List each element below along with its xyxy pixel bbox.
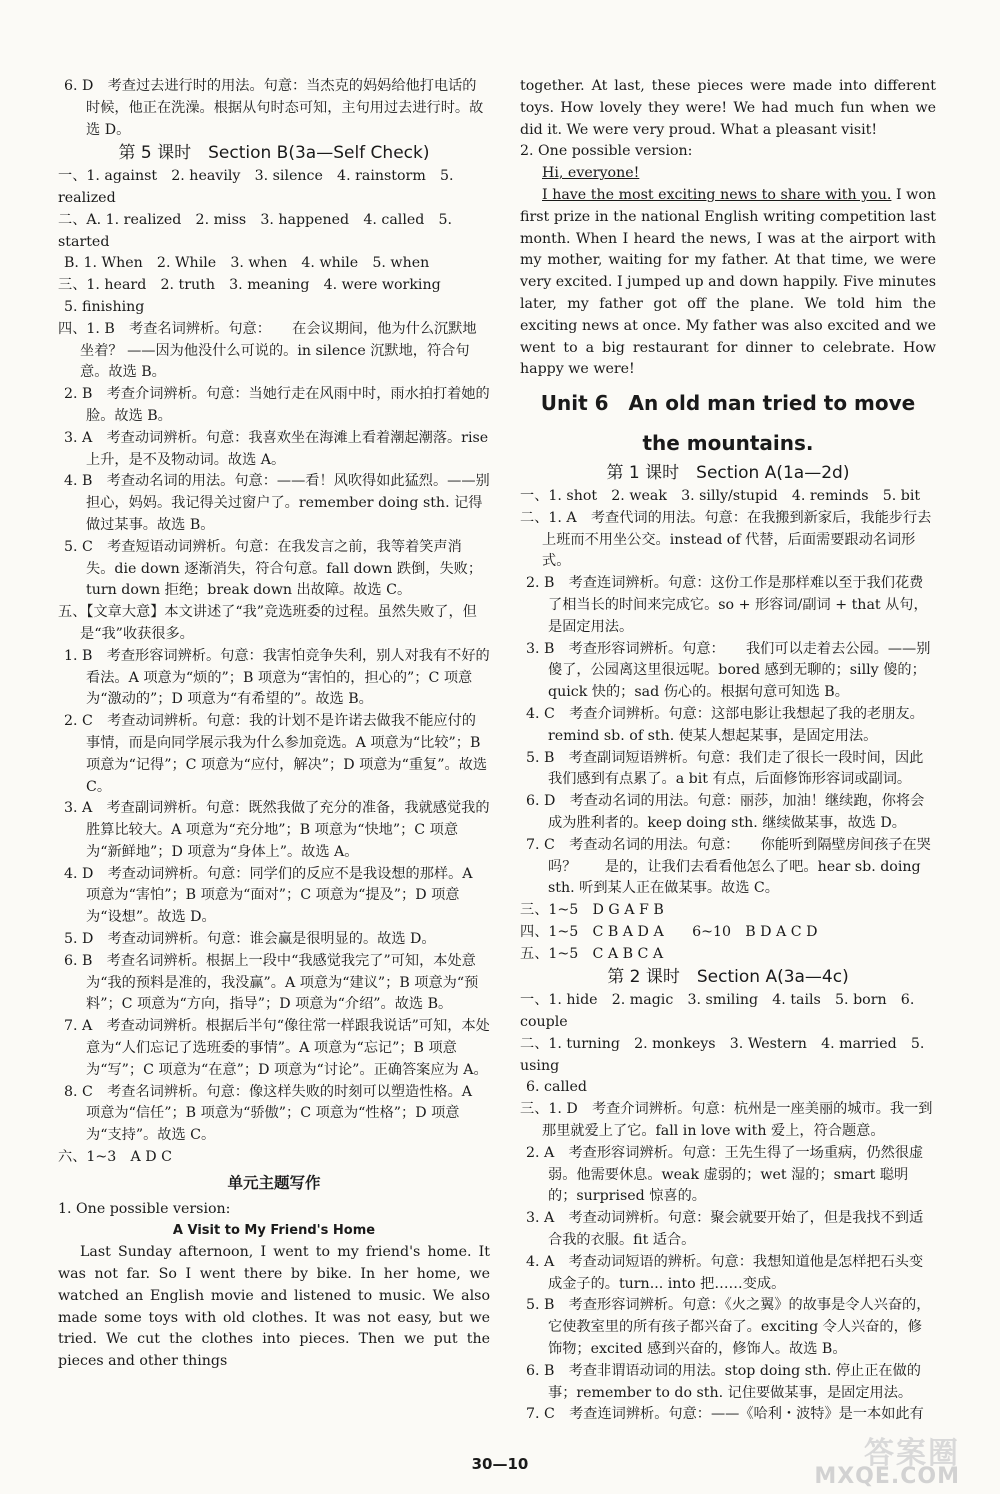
- answer-item: 3. A 考查动词辨析。句意：聚会就要开始了，但是我找不到适合我的衣服。fit 适合。: [526, 1210, 924, 1249]
- answer-line: 四、1~5 C B A D A 6~10 B D A C D: [520, 923, 818, 940]
- answer-item: B. 1. When 2. While 3. when 4. while 5. when: [64, 255, 430, 272]
- unit-title: the mountains.: [642, 431, 814, 456]
- answer-item: 2. B 考查连词辨析。句意：这份工作是那样难以至于我们花费了相当长的时间来完成它。so + 形容词/副词 + that 从句，是固定用法。: [526, 575, 928, 635]
- section-heading: 第 2 课时 Section A(3a—4c): [607, 967, 849, 988]
- answer-item: 4. A 考查动词短语的辨析。句意：我想知道他是怎样把石头变成金子的。turn... into 把……变成。: [526, 1253, 924, 1292]
- answer-item: 1. B 考查形容词辨析。句意：我害怕竞争失利，别人对我有不好的看法。A 项意为“烦的”；B 项意为“害怕的，担心的”；C 项意为“激动的”；D 项意为“有希望的”。故选 B。: [64, 647, 490, 708]
- underlined-text: Hi, everyone!: [542, 165, 640, 182]
- underlined-text: I have the most exciting news to share with you.: [542, 186, 892, 203]
- answer-item: 4. B 考查动名词的用法。句意：——看！风吹得如此猛烈。——别担心，妈妈。我记得关过窗户了。remember doing sth. 记得做过某事。故选 B。: [64, 473, 490, 533]
- answer-item: 6. D 考查过去进行时的用法。句意：当杰克的妈妈给他打电话的时候，他正在洗澡。根据从句时态可知，主句用过去进行时。故选 D。: [64, 78, 484, 138]
- answer-item: 2. B 考查介词辨析。句意：当她行走在风雨中时，雨水拍打着她的脸。故选 B。: [64, 386, 490, 424]
- answer-item: 五、【文章大意】本文讲述了“我”竞选班委的过程。虽然失败了，但是“我”收获很多。: [58, 604, 477, 642]
- section-heading: 第 1 课时 Section A(1a—2d): [606, 463, 850, 484]
- answer-item: 2. C 考查动词辨析。句意：我的计划不是许诺去做我不能应付的事情，而是向同学展示我为什么参加竞选。A 项意为“比较”；B 项意为“记得”；C 项意为“应付，解决”；D 项意为“重复”。故选 C。: [64, 713, 488, 795]
- answer-item: 6. B 考查名词辨析。根据上一段中“我感觉我完了”可知，本处意为“我的预料是准的，我没赢”。A 项意为“建议”；B 项意为“预料”；C 项意为“方向，指导”；D 项意为“介绍”。故选 B。: [64, 952, 479, 1013]
- unit-title: Unit 6 An old man tried to move: [540, 391, 916, 416]
- answer-item: 5. B 考查形容词辨析。句意：《火之翼》的故事是令人兴奋的，它使教室里的所有孩子都兴奋了。exciting 令人兴奋的，修饰物；excited 感到兴奋的，修饰人。故选 B。: [526, 1297, 931, 1358]
- section-heading: 单元主题写作: [227, 1173, 321, 1192]
- answer-line: 六、1~3 A D C: [58, 1149, 172, 1166]
- answer-item: 四、1. B 考查名词辨析。句意： 在会议期间，他为什么沉默地坐着？ ——因为他没什么可说的。in silence 沉默地，符合句意。故选 B。: [58, 320, 477, 381]
- answer-item: 3. B 考查形容词辨析。句意： 我们可以走着去公园。——别傻了，公园离这里很远呢。bored 感到无聊的；silly 傻的；quick 快的；sad 伤心的。根据句意可知选 B。: [526, 640, 931, 701]
- answer-item: 7. A 考查动词辨析。根据后半句“像往常一样跟我说话”可知，本处意为“人们忘记了选班委的事情”。A 项意为“忘记”；B 项意为“写”；C 项意为“在意”；D 项意为“讨论”。正确答案应为 A。: [64, 1018, 490, 1078]
- answer-line: 二、1. turning 2. monkeys 3. Western 4. married 5. using: [520, 1035, 925, 1074]
- answer-line: 三、1~5 D G A F B: [520, 902, 664, 919]
- answer-item: 5. C 考查短语动词辨析。句意：在我发言之前，我等着笑声消失。die down 逐渐消失，符合句意。fall down 跌倒，失败；turn down 拒绝；break down 出故障。故选 C。: [64, 538, 483, 599]
- watermark-logo-text: 答案圈: [864, 1436, 960, 1471]
- answer-item: 7. C 考查动名词的用法。句意： 你能听到隔壁房间孩子在哭吗？ 是的，让我们去看看他怎么了吧。hear sb. doing sth. 听到某人正在做某事。故选 C。: [526, 836, 931, 897]
- watermark-site-text: MXQE.COM: [814, 1464, 960, 1489]
- answer-line: 一、1. hide 2. magic 3. smiling 4. tails 5. born 6. couple: [520, 992, 915, 1031]
- answer-item: 4. C 考查介词辨析。句意：这部电影让我想起了我的老朋友。remind sb. of sth. 使某人想起某事，是固定用法。: [526, 705, 924, 744]
- answer-item: 5. D 考查动词辨析。句意：谁会赢是很明显的。故选 D。: [64, 931, 436, 948]
- answer-item: 5. finishing: [64, 298, 145, 315]
- essay-paragraph: together. At last, these pieces were made into different toys. How lovely they were! We had much fun when we did it. We were very proud. What a pleasant visit!: [520, 78, 936, 138]
- answer-item: 6. D 考查动名词的用法。句意：丽莎，加油！继续跑，你将会成为胜利者的。keep doing sth. 继续做某事，故选 D。: [526, 793, 925, 831]
- answer-line: 三、1. heard 2. truth 3. meaning 4. were working: [58, 277, 441, 294]
- left-column: [58, 76, 490, 1373]
- answer-item: 2. A 考查形容词辨析。句意：王先生得了一场重病，仍然很虚弱。他需要休息。weak 虚弱的；wet 湿的；smart 聪明的；surprised 惊喜的。: [526, 1144, 924, 1205]
- answer-item: 7. C 考查连词辨析。句意：——《哈利・波特》是一本如此有: [526, 1406, 924, 1423]
- answer-item: 二、1. A 考查代词的用法。句意：在我搬到新家后，我能步行去上班而不用坐公交。instead of 代替，后面需要跟动名词形式。: [520, 509, 932, 570]
- answer-item: 5. B 考查副词短语辨析。句意：我们走了很长一段时间，因此我们感到有点累了。a bit 有点，后面修饰形容词或副词。: [526, 749, 924, 788]
- watermark-logo: [770, 1428, 960, 1490]
- answer-line: 五、1~5 C A B C A: [520, 945, 664, 962]
- answer-line: 2. One possible version:: [520, 143, 693, 160]
- essay-title: A Visit to My Friend's Home: [172, 1223, 376, 1239]
- essay-greeting: [520, 163, 936, 185]
- essay-paragraph: Last Sunday afternoon, I went to my friend's home. It was not far. So I went there by bike. In her home, we watched an English movie and listened to music. We also made some toys with old clothes. It was not easy, but we tried. We cut the clothes into pieces. Then we put the pieces and other things: [58, 1244, 490, 1370]
- essay-text: I won first prize in the national English writing competition last month. When I heard the news, I was at the airport with my mother, waiting for my father. At that time, we were very excited. I jumped up and down happily. Five minutes later, my father got off the plane. We told him the exciting news at once. My father was also excited and we went to a big restaurant for dinner to celebrate. How happy we were!: [520, 186, 937, 378]
- answer-item: 8. C 考查名词辨析。句意：像这样失败的时刻可以塑造性格。A 项意为“信任”；B 项意为“骄傲”；C 项意为“性格”；D 项意为“支持”。故选 C。: [64, 1083, 473, 1144]
- answer-line: 1. One possible version:: [58, 1200, 231, 1217]
- answer-item: 6. B 考查非谓语动词的用法。stop doing sth. 停止正在做的事；remember to do sth. 记住要做某事，是固定用法。: [526, 1362, 921, 1401]
- answer-line: 二、A. 1. realized 2. miss 3. happened 4. called 5. started: [58, 211, 453, 250]
- answer-item: 3. A 考查动词辨析。句意：我喜欢坐在海滩上看着潮起潮落。rise 上升，是不及物动词。故选 A。: [64, 429, 489, 468]
- answer-item: 三、1. D 考查介词辨析。句意：杭州是一座美丽的城市。我一到那里就爱上了它。fall in love with 爱上，符合题意。: [520, 1101, 933, 1140]
- answer-line: 一、1. against 2. heavily 3. silence 4. rainstorm 5. realized: [58, 168, 454, 206]
- answer-item: 4. D 考查动词辨析。句意：同学们的反应不是我设想的那样。A 项意为“害怕”；B 项意为“面对”；C 项意为“提及”；D 项意为“设想”。故选 D。: [64, 865, 473, 926]
- answer-item: 3. A 考查副词辨析。句意：既然我做了充分的准备，我就感觉我的胜算比较大。A 项意为“充分地”；B 项意为“快地”；C 项意为“新鲜地”；D 项意为“身体上”。故选 A。: [64, 800, 490, 860]
- answer-item: 6. called: [526, 1079, 588, 1096]
- right-column: [520, 76, 936, 1426]
- essay-paragraph: [520, 185, 936, 381]
- section-heading: 第 5 课时 Section B(3a—Self Check): [118, 143, 430, 164]
- page-number: 30—10: [471, 1455, 529, 1473]
- answer-line: 一、1. shot 2. weak 3. silly/stupid 4. reminds 5. bit: [520, 487, 921, 504]
